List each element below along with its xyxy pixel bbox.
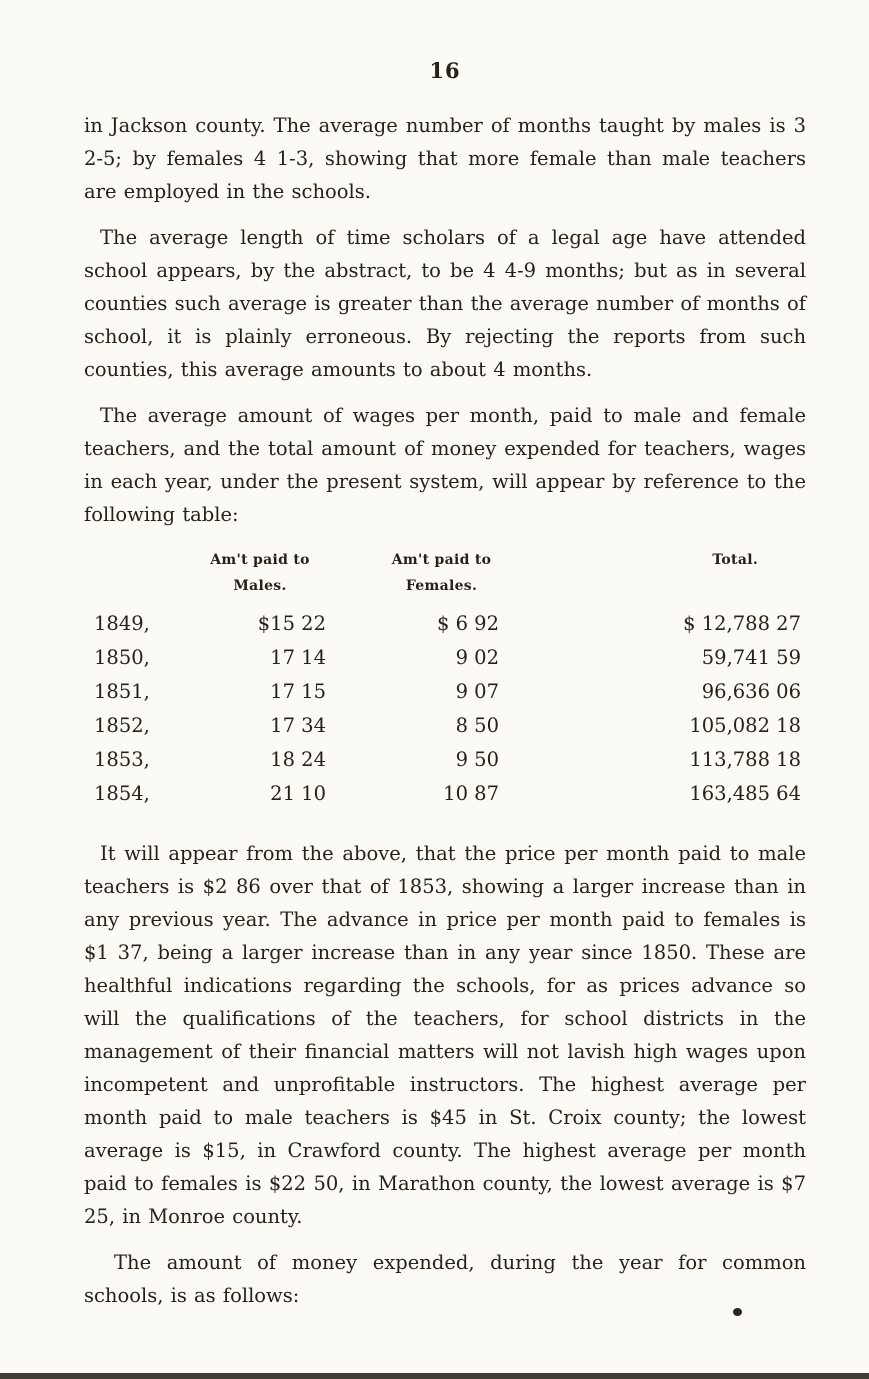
cell-males: 17 14 — [270, 646, 326, 669]
table-row — [84, 675, 806, 709]
wages-table — [84, 547, 806, 811]
paragraph-analysis: It will appear from the above, that the price per month paid to male teachers is $2 86 over that of 1853, showing a larger increase than in any previous year. The advance in price per month paid to females is $1 37, being a larger increase than in any year since 1850. These are healthful indications regarding the schools, for as prices advance so will the qualifications of the teachers, for school districts in the management of their financial matters will not lavish high wages upon incompetent and unprofitable instructors. The highest average per month paid to male teachers is $45 in St. Croix county; the lowest average is $15, in Crawford county. The highest average per month paid to females is $22 50, in Marathon county, the lowest average is $7 25, in Monroe county. — [84, 842, 806, 1228]
cell-year: 1849, — [94, 612, 150, 635]
cell-females: $ 6 92 — [436, 612, 499, 635]
cell-year: 1854, — [94, 782, 150, 805]
table-header-row — [84, 547, 806, 599]
cell-females: 9 02 — [455, 646, 499, 669]
header-males: Am't paid to Males. — [210, 552, 310, 594]
table-row — [84, 743, 806, 777]
paragraph-expended-intro: The amount of money expended, during the year for common schools, is as follows: — [84, 1251, 806, 1307]
scan-bottom-edge — [0, 1373, 869, 1379]
cell-females: 9 50 — [455, 748, 499, 771]
header-females: Am't paid to Females. — [391, 552, 492, 594]
paragraph-opening: in Jackson county. The average number of months taught by males is 3 2-5; by females 4 1-3, showing that more female than male teachers are employed in the schools. — [84, 114, 806, 203]
cell-total: 163,485 64 — [689, 782, 801, 805]
cell-total: 59,741 59 — [701, 646, 801, 669]
paragraph-attendance: The average length of time scholars of a legal age have attended school appears, by the abstract, to be 4 4-9 months; but as in several counties such average is greater than the average number of months of school, it is plainly erroneous. By rejecting the reports from such counties, this average amounts to about 4 months. — [84, 226, 806, 381]
header-year-spacer — [84, 547, 194, 599]
page-number: 16 — [429, 58, 461, 83]
header-total: Total. — [712, 552, 758, 568]
table-row — [84, 709, 806, 743]
cell-males: $15 22 — [257, 612, 326, 635]
table-row — [84, 607, 806, 641]
cell-males: 18 24 — [270, 748, 326, 771]
cell-males: 17 34 — [270, 714, 326, 737]
cell-total: 113,788 18 — [689, 748, 801, 771]
table-row — [84, 777, 806, 811]
cell-males: 17 15 — [270, 680, 326, 703]
cell-year: 1853, — [94, 748, 150, 771]
cell-total: $ 12,788 27 — [683, 612, 801, 635]
page-content — [84, 58, 806, 1325]
cell-total: 96,636 06 — [701, 680, 801, 703]
cell-total: 105,082 18 — [689, 714, 801, 737]
paragraph-wages-intro: The average amount of wages per month, paid to male and female teachers, and the total amount of money expended for teachers, wages in each year, under the present system, will appear by reference to the following table: — [84, 404, 806, 526]
table-row — [84, 641, 806, 675]
cell-females: 10 87 — [443, 782, 499, 805]
cell-year: 1850, — [94, 646, 150, 669]
cell-females: 8 50 — [455, 714, 499, 737]
cell-females: 9 07 — [455, 680, 499, 703]
cell-year: 1852, — [94, 714, 150, 737]
cell-year: 1851, — [94, 680, 150, 703]
ink-speck — [733, 1308, 742, 1316]
cell-males: 21 10 — [270, 782, 326, 805]
